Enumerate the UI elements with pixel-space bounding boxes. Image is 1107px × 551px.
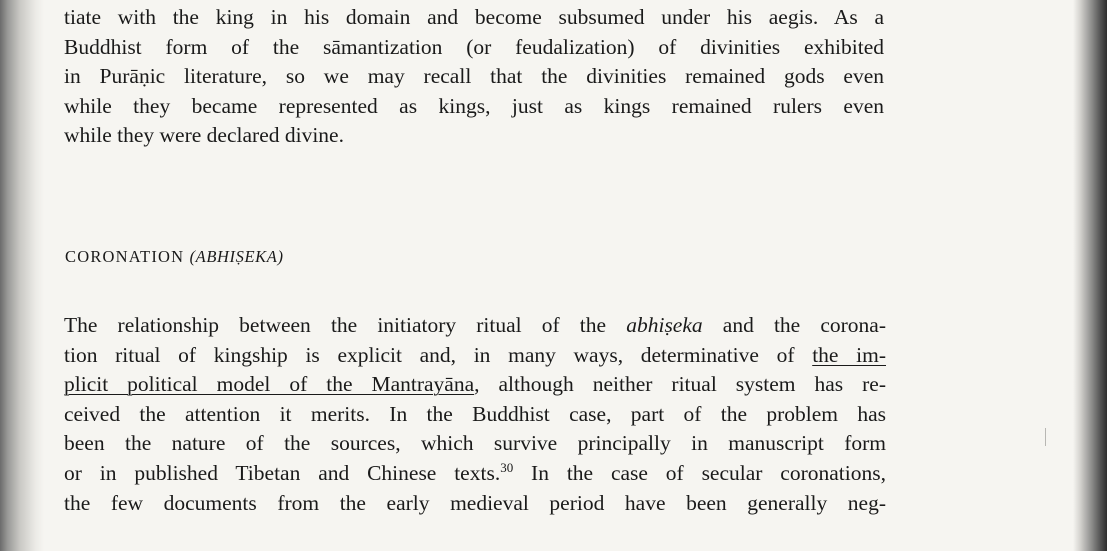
text-run: In the case of secular coronations, [513,460,886,485]
underlined-text: the im- [812,342,886,367]
text-line [64,370,886,400]
text-line: while they were declared divine. [64,123,344,148]
underlined-text: plicit political model of the Mantrayāna [64,372,475,397]
text-line: been the nature of the sources, which survive principally in manuscript form [64,431,886,456]
text-run: The relationship between the initiatory ritual of the [64,313,627,337]
paragraph-intro [64,3,884,151]
paragraph-coronation [64,311,886,518]
text-run: tion ritual of kingship is explicit and, in many ways, determinative of [64,342,813,367]
text-line [64,341,886,371]
book-gutter-shadow [0,0,44,551]
text-line: in Purāṇic literature, so we may recall that the divinities remained gods even [64,64,884,89]
italic-term: abhiṣeka [626,313,703,337]
margin-mark [1045,428,1048,446]
section-heading-main: CORONATION [65,247,185,266]
text-run: and the corona- [702,313,886,337]
text-run: or in published Tibetan and Chinese texts. [64,460,501,485]
footnote-marker[interactable]: 30 [500,459,514,475]
text-line: tiate with the king in his domain and become subsumed under his aegis. As a [64,5,884,29]
text-line: the few documents from the early medieval period have been generally neg- [64,490,886,515]
page-edge-shadow [1073,0,1107,551]
text-line [64,311,886,341]
text-line: while they became represented as kings, just as kings remained rulers even [64,93,884,118]
section-heading [65,247,284,267]
text-line [64,459,886,489]
text-line: Buddhist form of the sāmantization (or feudalization) of divinities exhibited [64,34,884,59]
text-run: , although neither ritual system has re- [474,372,886,397]
section-heading-sub: (ABHIṢEKA) [189,247,284,266]
text-line: ceived the attention it merits. In the Buddhist case, part of the problem has [64,401,886,426]
